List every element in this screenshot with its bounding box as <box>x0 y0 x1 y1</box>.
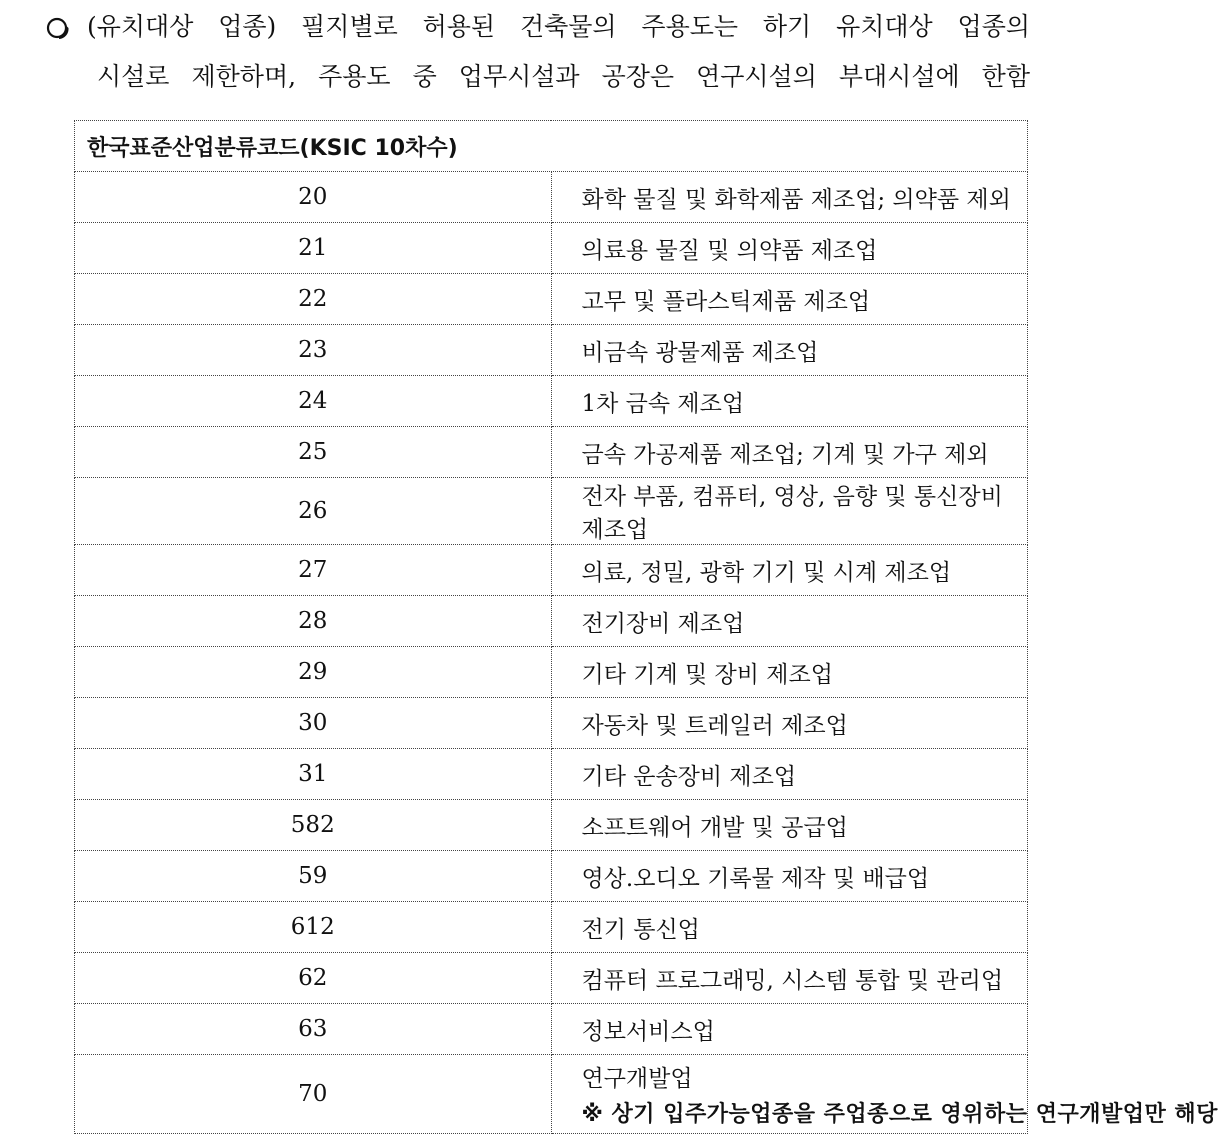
industry-name-cell <box>551 1055 1218 1134</box>
table-row <box>75 274 1028 325</box>
table-row <box>75 749 1028 800</box>
ksic-code: 28 <box>75 596 552 647</box>
industry-name: 의료용 물질 및 의약품 제조업 <box>551 223 1028 274</box>
industry-name: 전자 부품, 컴퓨터, 영상, 음향 및 통신장비 제조업 <box>551 478 1028 545</box>
ksic-code: 59 <box>75 851 552 902</box>
ksic-code: 582 <box>75 800 552 851</box>
table-row <box>75 172 1028 223</box>
ksic-code: 22 <box>75 274 552 325</box>
table-row <box>75 800 1028 851</box>
industry-name: 금속 가공제품 제조업; 기계 및 가구 제외 <box>551 427 1028 478</box>
table-row <box>75 545 1028 596</box>
table-row <box>75 596 1028 647</box>
industry-name: 고무 및 플라스틱제품 제조업 <box>551 274 1028 325</box>
hollow-circle-bullet-icon <box>45 15 71 41</box>
table-row <box>75 902 1028 953</box>
ksic-code: 23 <box>75 325 552 376</box>
intro-line-1-text: (유치대상 업종) 필지별로 허용된 건축물의 주용도는 하기 유치대상 업종의 <box>87 12 1030 41</box>
intro-line-2-text: 시설로 제한하며, 주용도 중 업무시설과 공장은 연구시설의 부대시설에 한함 <box>97 62 1030 91</box>
ksic-code: 25 <box>75 427 552 478</box>
table-row <box>75 698 1028 749</box>
ksic-code: 70 <box>75 1055 552 1134</box>
industry-name: 1차 금속 제조업 <box>551 376 1028 427</box>
industry-name: 전기장비 제조업 <box>551 596 1028 647</box>
table-row <box>75 1055 1028 1134</box>
intro-line-2 <box>45 58 1030 108</box>
table-header-row <box>75 121 1028 172</box>
table-row <box>75 478 1028 545</box>
industry-name: 의료, 정밀, 광학 기기 및 시계 제조업 <box>551 545 1028 596</box>
industry-name: 전기 통신업 <box>551 902 1028 953</box>
ksic-code: 612 <box>75 902 552 953</box>
table-row <box>75 376 1028 427</box>
table-row <box>75 325 1028 376</box>
industry-name: 영상.오디오 기록물 제작 및 배급업 <box>551 851 1028 902</box>
ksic-table <box>74 120 1218 1134</box>
table-row <box>75 851 1028 902</box>
ksic-code: 26 <box>75 478 552 545</box>
ksic-code: 62 <box>75 953 552 1004</box>
ksic-code: 29 <box>75 647 552 698</box>
industry-name: 소프트웨어 개발 및 공급업 <box>551 800 1028 851</box>
table-row <box>75 427 1028 478</box>
table-header: 한국표준산업분류코드(KSIC 10차수) <box>75 121 1028 172</box>
ksic-code: 27 <box>75 545 552 596</box>
table-row <box>75 1004 1028 1055</box>
industry-name: 기타 운송장비 제조업 <box>551 749 1028 800</box>
industry-name: 정보서비스업 <box>551 1004 1028 1055</box>
table-row <box>75 953 1028 1004</box>
ksic-code: 63 <box>75 1004 552 1055</box>
ksic-code: 24 <box>75 376 552 427</box>
industry-name: 자동차 및 트레일러 제조업 <box>551 698 1028 749</box>
industry-name: 연구개발업 <box>581 1066 693 1092</box>
research-note: ※ 상기 입주가능업종을 주업종으로 영위하는 연구개발업만 해당 <box>581 1102 1218 1127</box>
ksic-code: 30 <box>75 698 552 749</box>
industry-name: 컴퓨터 프로그래밍, 시스템 통합 및 관리업 <box>551 953 1028 1004</box>
table-row <box>75 647 1028 698</box>
industry-name: 비금속 광물제품 제조업 <box>551 325 1028 376</box>
table-row <box>75 223 1028 274</box>
intro-paragraph <box>45 8 1030 108</box>
industry-name: 기타 기계 및 장비 제조업 <box>551 647 1028 698</box>
ksic-code: 21 <box>75 223 552 274</box>
industry-name: 화학 물질 및 화학제품 제조업; 의약품 제외 <box>551 172 1028 223</box>
intro-line-1 <box>45 8 1030 58</box>
ksic-code: 31 <box>75 749 552 800</box>
ksic-code: 20 <box>75 172 552 223</box>
